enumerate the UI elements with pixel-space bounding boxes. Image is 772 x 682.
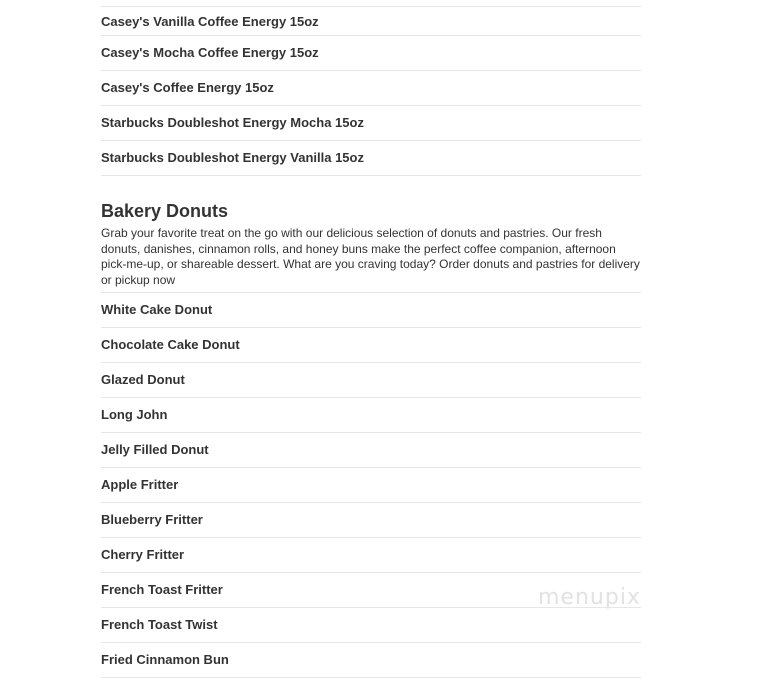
menu-item[interactable]: White Cake Donut [101,293,641,328]
menu-item[interactable]: Casey's Vanilla Coffee Energy 15oz [101,7,641,36]
menu-item[interactable]: Blueberry Fritter [101,503,641,538]
menu-item[interactable]: Jelly Filled Donut [101,433,641,468]
bakery-item-list [101,293,641,678]
menu-item[interactable]: Chocolate Cake Donut [101,328,641,363]
menu-item[interactable]: Casey's Coffee Energy 15oz [101,71,641,106]
section-description: Grab your favorite treat on the go with our delicious selection of donuts and pastries. Our fresh donuts, danishes, cinnamon rolls, and honey buns make the perfect coffee companion, afternoon pick-me-up, or shareable dessert. What are you craving today? Order donuts and pastries for delivery or pickup now [101,226,641,293]
menu-item[interactable]: Fried Cinnamon Bun [101,643,641,678]
menu-item[interactable]: Apple Fritter [101,468,641,503]
menu-content [101,0,641,678]
menu-item[interactable]: Long John [101,398,641,433]
menu-item[interactable]: Starbucks Doubleshot Energy Vanilla 15oz [101,141,641,176]
beverage-item-list [101,6,641,176]
section-title: Bakery Donuts [101,201,229,221]
menu-item[interactable]: Cherry Fritter [101,538,641,573]
menu-item[interactable]: Glazed Donut [101,363,641,398]
menu-item[interactable]: French Toast Twist [101,608,641,643]
menu-item[interactable]: Starbucks Doubleshot Energy Mocha 15oz [101,106,641,141]
menu-item[interactable]: French Toast Fritter [101,573,641,608]
menupix-watermark: menupix [538,585,641,610]
menu-item[interactable]: Casey's Mocha Coffee Energy 15oz [101,36,641,71]
